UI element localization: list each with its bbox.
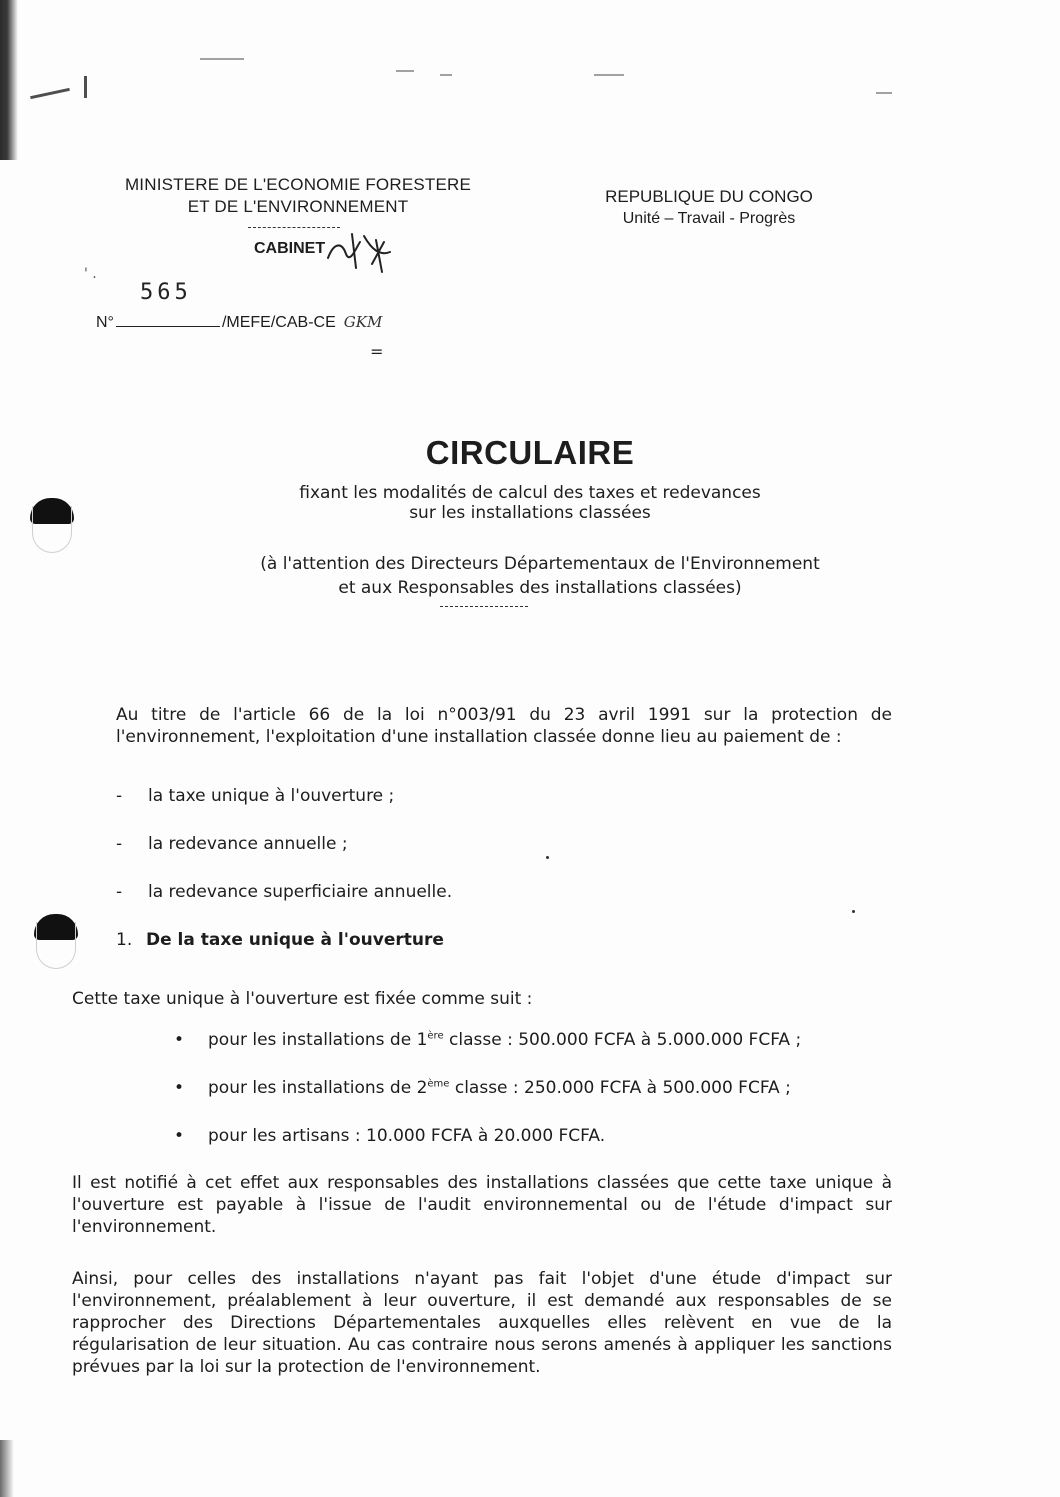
bullet-text-post: classe : 250.000 FCFA à 500.000 FCFA ; (449, 1078, 791, 1098)
list-dash: - (116, 834, 123, 854)
punch-hole (30, 498, 74, 554)
ministry-line-1: MINISTERE DE L'ECONOMIE FORESTERE (124, 175, 472, 194)
subtitle-line-2: sur les installations classées (409, 503, 651, 523)
bullet-mark: • (174, 1126, 185, 1146)
handwritten-mark-icon (320, 228, 430, 276)
list-item (116, 786, 394, 806)
bullet-mark: • (174, 1078, 185, 1098)
list-item-text: la taxe unique à l'ouverture ; (148, 786, 395, 806)
bullet-text-pre: pour les installations de 1 (208, 1030, 428, 1050)
scan-edge-shadow (0, 0, 18, 160)
list-item (116, 834, 348, 854)
bullet-mark: • (174, 1030, 185, 1050)
scan-artifact (200, 58, 244, 60)
punch-hole (34, 914, 78, 970)
bullet-item (174, 1078, 791, 1098)
scan-artifact: ' . (84, 266, 97, 282)
addressees-line-2: et aux Responsables des installations classées) (338, 578, 742, 598)
bullet-item (174, 1126, 605, 1146)
section-intro: Cette taxe unique à l'ouverture est fixée comme suit : (72, 989, 533, 1009)
reference-tick: = (370, 342, 384, 361)
scan-edge-shadow-bottom (0, 1440, 14, 1497)
list-dash: - (116, 786, 123, 806)
reference-blank (116, 326, 220, 327)
list-item-text: la redevance superficiaire annuelle. (148, 882, 453, 902)
reference-initials: GKM (343, 313, 383, 331)
ministry-name (88, 174, 508, 218)
title-separator (440, 606, 528, 607)
bullet-text-sup: ème (427, 1078, 450, 1090)
list-item (116, 882, 452, 902)
section-heading (116, 930, 444, 950)
document-title: CIRCULAIRE (425, 434, 635, 471)
list-dash: - (116, 882, 123, 902)
bullet-text-sup: ère (427, 1030, 444, 1042)
scan-artifact (594, 74, 624, 76)
notice-paragraph: Il est notifié à cet effet aux responsables des installations classées que cette taxe unique à l'ouverture est payable à l'issue de l'audit environnemental ou de l'étude d'impact sur l'environnement. (72, 1173, 892, 1237)
cabinet-label: CABINET (254, 240, 326, 257)
scan-artifact (440, 74, 452, 76)
section-title: De la taxe unique à l'ouverture (146, 930, 444, 950)
addressees-line-1: (à l'attention des Directeurs Départementaux de l'Environnement (260, 554, 820, 574)
republic-header (584, 186, 834, 230)
bullet-item (174, 1030, 801, 1050)
document-subtitle (180, 483, 880, 523)
closing-paragraph: Ainsi, pour celles des installations n'ayant pas fait l'objet d'une étude d'impact sur l'environnement, préalablement à leur ouverture, il est demandé aux responsables de se rapprocher des Directions Départementales auxquelles elles relèvent en vue de la régularisation de leur situation. Au cas contraire nous serons amenés à appliquer les sanctions prévues par la loi sur la protection de l'environnement. (72, 1269, 892, 1377)
addressees (150, 552, 930, 600)
republic-motto: Unité – Travail - Progrès (622, 210, 796, 227)
reference-prefix: N° (96, 314, 114, 331)
bullet-text-pre: pour les installations de 2 (208, 1078, 428, 1098)
subtitle-line-1: fixant les modalités de calcul des taxes et redevances (299, 483, 761, 503)
list-item-text: la redevance annuelle ; (148, 834, 348, 854)
bullet-text-post: classe : 500.000 FCFA à 5.000.000 FCFA ; (443, 1030, 802, 1050)
republic-name: REPUBLIQUE DU CONGO (605, 187, 813, 206)
scan-artifact (546, 856, 549, 859)
section-number: 1. (116, 930, 133, 950)
reference-number: 565 (140, 280, 192, 305)
intro-paragraph: Au titre de l'article 66 de la loi n°003/91 du 23 avril 1991 sur la protection de l'environnement, l'exploitation d'une installation classée donne lieu au paiement de : (116, 705, 892, 747)
scan-artifact (876, 92, 892, 94)
bullet-text-pre: pour les artisans : 10.000 FCFA à 20.000 FCFA. (208, 1126, 606, 1146)
ministry-line-2: ET DE L'ENVIRONNEMENT (187, 197, 409, 216)
reference-line (96, 313, 382, 332)
scan-artifact (396, 70, 414, 72)
scan-artifact (30, 88, 70, 99)
reference-suffix: /MEFE/CAB-CE (221, 314, 336, 331)
scan-artifact (852, 910, 855, 913)
scan-artifact (84, 76, 87, 98)
